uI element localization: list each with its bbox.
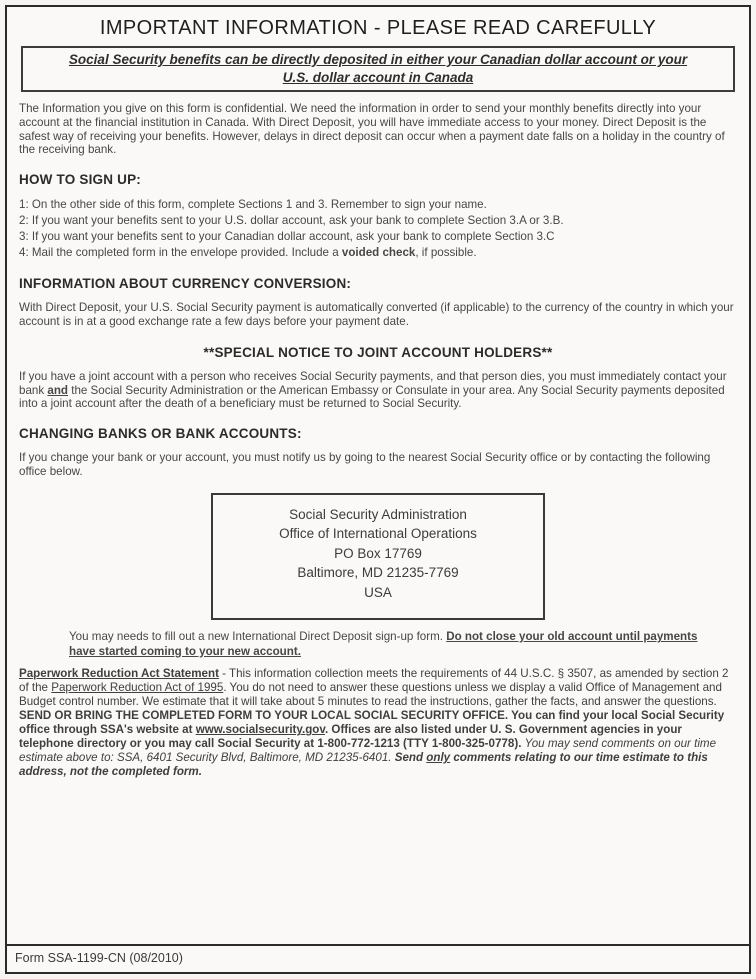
signup-steps xyxy=(19,197,737,261)
heading-currency-conversion: INFORMATION ABOUT CURRENCY CONVERSION: xyxy=(19,276,352,292)
signup-step xyxy=(19,245,737,261)
text-segment: Do not close your old account until payments have started coming to your new account. xyxy=(69,630,698,658)
ssa-website-link: www.socialsecurity.gov xyxy=(195,723,325,737)
address-line: PO Box 17769 xyxy=(334,545,422,561)
text-segment: - This information collection meets the requirements of 44 U.S.C. § 3507, as amended by section 2 of the xyxy=(19,667,729,695)
text-segment: , if possible. xyxy=(415,246,477,260)
text-segment: . You do not need to answer these questions unless we display a valid Office of Management and Budget control number. We estimate that it will take about 5 minutes to read the instructions, gather the facts, and answer the questions. xyxy=(19,681,722,709)
text-segment: comments relating to our time estimate to this address, not the completed form. xyxy=(19,751,708,779)
text-segment: Send xyxy=(394,751,427,765)
address-line: Office of International Operations xyxy=(279,526,477,542)
signup-step: 2: If you want your benefits sent to your U.S. dollar account, ask your bank to complete Section 3.A or 3.B. xyxy=(19,214,564,228)
text-segment: and xyxy=(47,383,68,397)
deposit-notice-text: Social Security benefits can be directly deposited in either your Canadian dollar account or your U.S. dollar account in Canada xyxy=(68,52,688,85)
heading-changing-banks: CHANGING BANKS OR BANK ACCOUNTS: xyxy=(19,426,302,442)
address-line: Social Security Administration xyxy=(289,506,467,522)
signup-step: 3: If you want your benefits sent to your Canadian dollar account, ask your bank to complete Section 3.C xyxy=(19,230,555,244)
text-segment: You may needs to fill out a new International Direct Deposit sign-up form. xyxy=(69,630,447,644)
text-segment: If you have a joint account with a person who receives Social Security payments, and that person dies, you must immediately contact your bank xyxy=(19,369,727,397)
currency-paragraph: With Direct Deposit, your U.S. Social Security payment is automatically converted (if applicable) to the currency of the country in which your account is in at a good exchange rate a few days before your payment date. xyxy=(19,301,734,328)
heading-joint-account-notice: **SPECIAL NOTICE TO JOINT ACCOUNT HOLDERS** xyxy=(203,344,553,360)
intro-paragraph: The Information you give on this form is confidential. We need the information in order to send your monthly benefits directly into your account at the financial institution in Canada. With Direct Deposit, you will have immediate access to your money. Direct Deposit is the safest way of receiving your benefits. However, delays in direct deposit can occur when a payment date falls on a holiday in the country of the receiving bank. xyxy=(19,102,725,157)
deposit-notice-box xyxy=(21,46,735,92)
address-line: Baltimore, MD 21235-7769 xyxy=(297,565,459,581)
text-segment: 4: Mail the completed form in the envelope provided. Include a xyxy=(19,246,342,260)
joint-account-paragraph xyxy=(19,370,737,411)
signup-step: 1: On the other side of this form, complete Sections 1 and 3. Remember to sign your name. xyxy=(19,198,487,212)
mailing-address-box xyxy=(211,493,545,621)
text-segment: SEND OR BRING THE COMPLETED FORM TO YOUR LOCAL SOCIAL SECURITY OFFICE. You can find your local Social Security office through SSA's website at xyxy=(19,709,725,737)
paperwork-act-title: Paperwork Reduction Act Statement xyxy=(19,667,219,681)
page-footer xyxy=(7,944,749,972)
text-segment: the Social Security Administration or the American Embassy or Consulate in your area. Any Social Security payments deposited into a joint account after the death of a beneficiary must be returned to Social Security. xyxy=(19,383,725,411)
text-segment: Paperwork Reduction Act of 1995 xyxy=(51,681,224,695)
page-title: IMPORTANT INFORMATION - PLEASE READ CAREFULLY xyxy=(99,17,657,39)
changing-banks-paragraph: If you change your bank or your account, you must notify us by going to the nearest Social Security office or by contacting the following office below. xyxy=(19,451,711,478)
new-form-note xyxy=(69,630,711,659)
document-page xyxy=(5,5,751,974)
text-segment: . Offices are also listed under U. S. Government agencies in your telephone directory or you may call Social Security at 1-800-772-1213 (TTY 1-800-325-0778). xyxy=(19,723,682,751)
paperwork-reduction-paragraph xyxy=(19,667,737,779)
address-line: USA xyxy=(364,584,392,600)
text-segment: You may send comments on our time estimate above to: SSA, 6401 Security Blvd, Baltimore, MD 21235-6401. xyxy=(19,737,717,765)
form-number: Form SSA-1199-CN (08/2010) xyxy=(15,951,183,965)
text-segment: only xyxy=(426,751,451,765)
text-segment: voided check xyxy=(341,246,416,260)
heading-how-to-sign-up: HOW TO SIGN UP: xyxy=(19,172,142,188)
